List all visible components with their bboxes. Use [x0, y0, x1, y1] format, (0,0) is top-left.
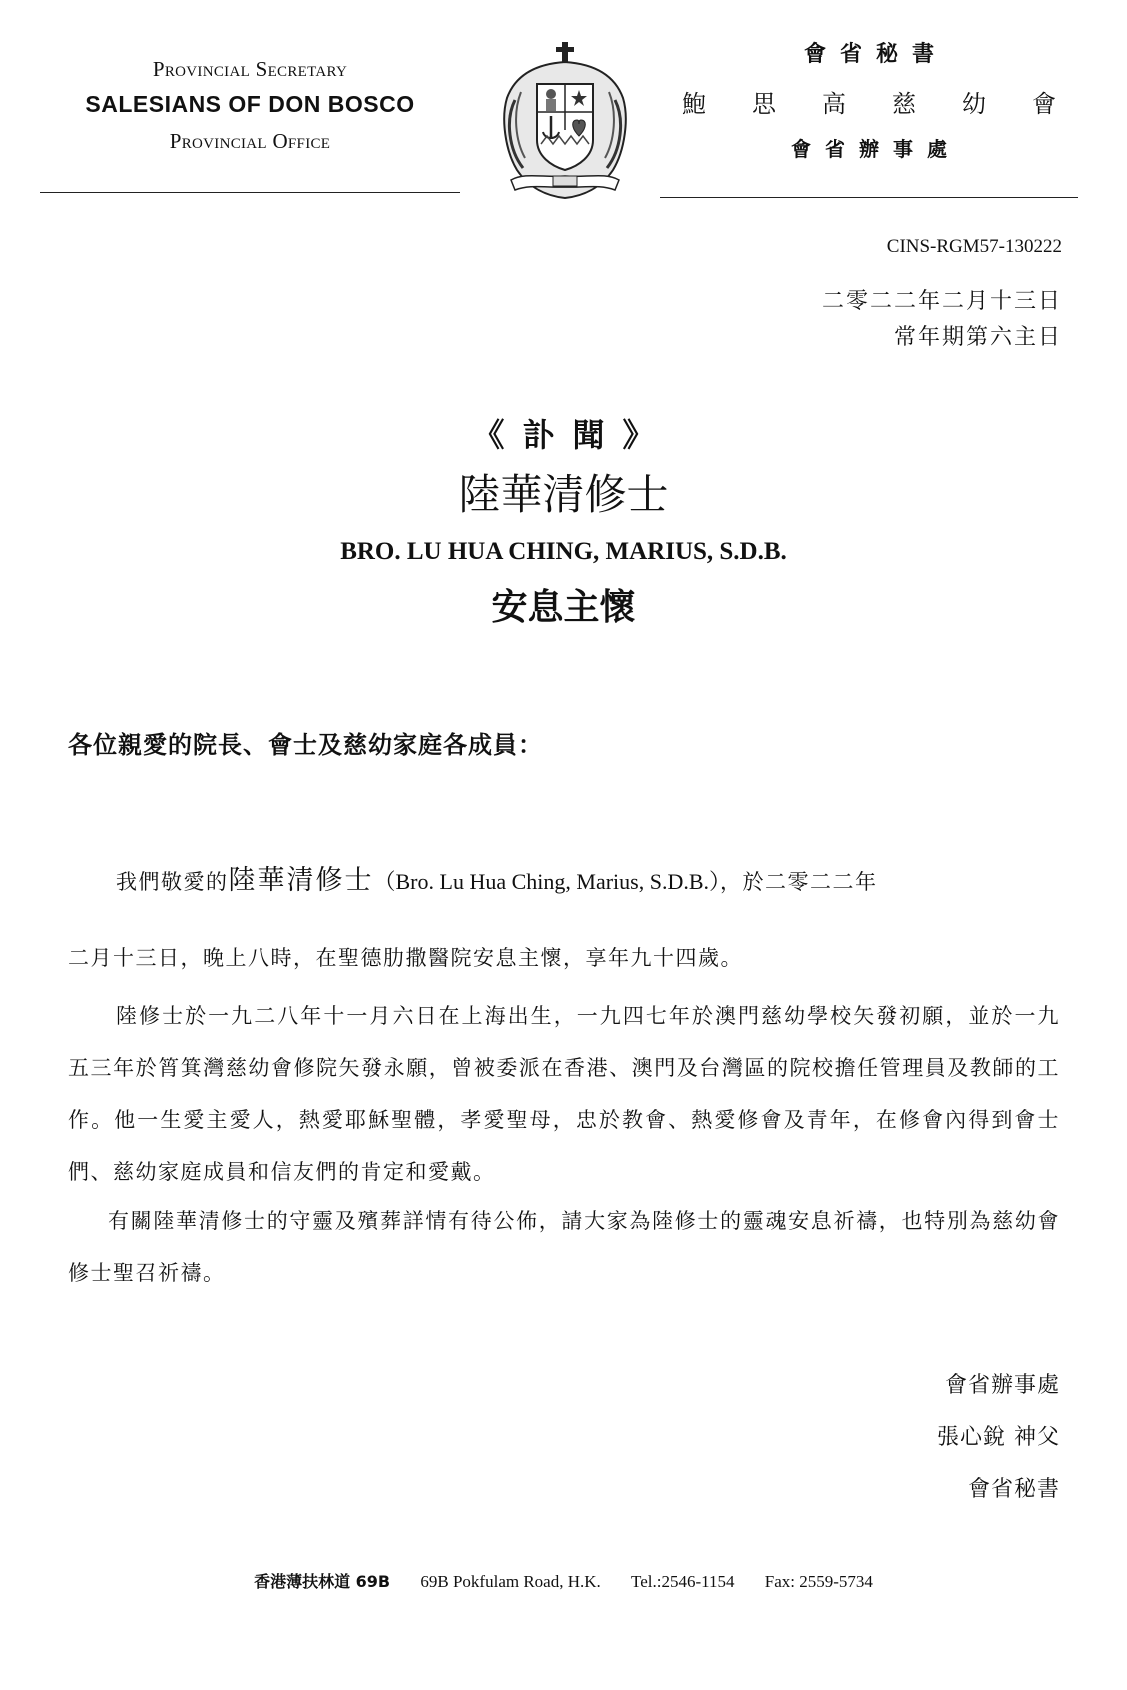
- signature-block: [937, 1360, 1060, 1516]
- provincial-secretary-chinese: 會省秘書: [803, 42, 948, 67]
- salutation: 各位親愛的院長、會士及慈幼家庭各成員：: [68, 731, 543, 759]
- rest-in-peace-heading: 安息主懷: [491, 587, 636, 628]
- footer-fax: Fax: 2559-5734: [764, 1572, 873, 1591]
- organization-name: SALESIANS OF DON BOSCO: [85, 91, 415, 117]
- letterhead-chinese: [660, 38, 1078, 166]
- paragraph-1-line-2: 二月十三日，晚上八時，在聖德肋撒醫院安息主懷，享年九十四歲。: [68, 946, 743, 970]
- deceased-name-english: BRO. LU HUA CHING, MARIUS, S.D.B.: [340, 538, 787, 565]
- deceased-name-chinese: 陸華清修士: [458, 470, 669, 519]
- org-char: 幼: [962, 90, 986, 118]
- signature-role: 會省秘書: [967, 1477, 1060, 1502]
- footer-telephone: Tel.:2546-1154: [631, 1572, 735, 1591]
- org-char: 鮑: [682, 90, 706, 118]
- org-char: 慈: [892, 90, 916, 118]
- p1-prefix: 我們敬愛的: [116, 870, 229, 894]
- paragraph-2: 陸修士於一九二八年十一月六日在上海出生，一九四七年於澳門慈幼學校矢發初願，並於一九五三年於筲箕灣慈幼會修院矢發永願，曾被委派在香港、澳門及台灣區的院校擔任管理員及教師的工作。他一生愛主愛人，熱愛耶穌聖體，孝愛聖母，忠於教會、熱愛修會及青年，在修會內得到會士們、慈幼家庭成員和信友們的肯定和愛戴。: [68, 1004, 1060, 1184]
- paragraph-1-line-1: [68, 855, 1060, 908]
- provincial-office-label: Provincial Office: [169, 129, 331, 153]
- org-char: 會: [1032, 90, 1056, 118]
- organization-name-chinese: [660, 84, 1078, 124]
- obituary-heading: [0, 410, 1127, 636]
- salesian-crest-seal: [495, 40, 635, 205]
- footer-address-english: 69B Pokfulam Road, H.K.: [420, 1572, 601, 1591]
- obituary-title: 《訃聞》: [472, 416, 673, 454]
- p1-english-name: （Bro. Lu Hua Ching, Marius, S.D.B.）: [373, 869, 721, 894]
- signature-office: 會省辦事處: [944, 1373, 1060, 1398]
- crest-icon: [495, 40, 635, 205]
- letterhead-rule-right: [660, 197, 1078, 198]
- letterhead-english: [40, 55, 460, 155]
- letterhead-rule-left: [40, 192, 460, 193]
- org-char: 思: [752, 90, 776, 118]
- paragraph-3: 有關陸華清修士的守靈及殯葬詳情有待公佈，請大家為陸修士的靈魂安息祈禱，也特別為慈幼會修士聖召祈禱。: [68, 1209, 1060, 1285]
- letter-date: [822, 284, 1062, 356]
- footer-address-chinese: 香港薄扶林道 69B: [254, 1572, 391, 1591]
- p1-suffix: ，於二零二二年: [720, 870, 878, 894]
- date-gregorian: 二零二二年二月十三日: [821, 289, 1062, 314]
- footer-contact: [0, 1570, 1127, 1594]
- reference-number: CINS-RGM57-130222: [886, 236, 1062, 257]
- date-liturgical: 常年期第六主日: [893, 325, 1062, 350]
- signature-name: 張心銳 神父: [937, 1425, 1060, 1450]
- provincial-office-chinese: 會省辦事處: [791, 137, 961, 161]
- p1-name: 陸華清修士: [228, 865, 374, 896]
- org-char: 高: [822, 90, 846, 118]
- provincial-secretary-label: Provincial Secretary: [152, 57, 348, 81]
